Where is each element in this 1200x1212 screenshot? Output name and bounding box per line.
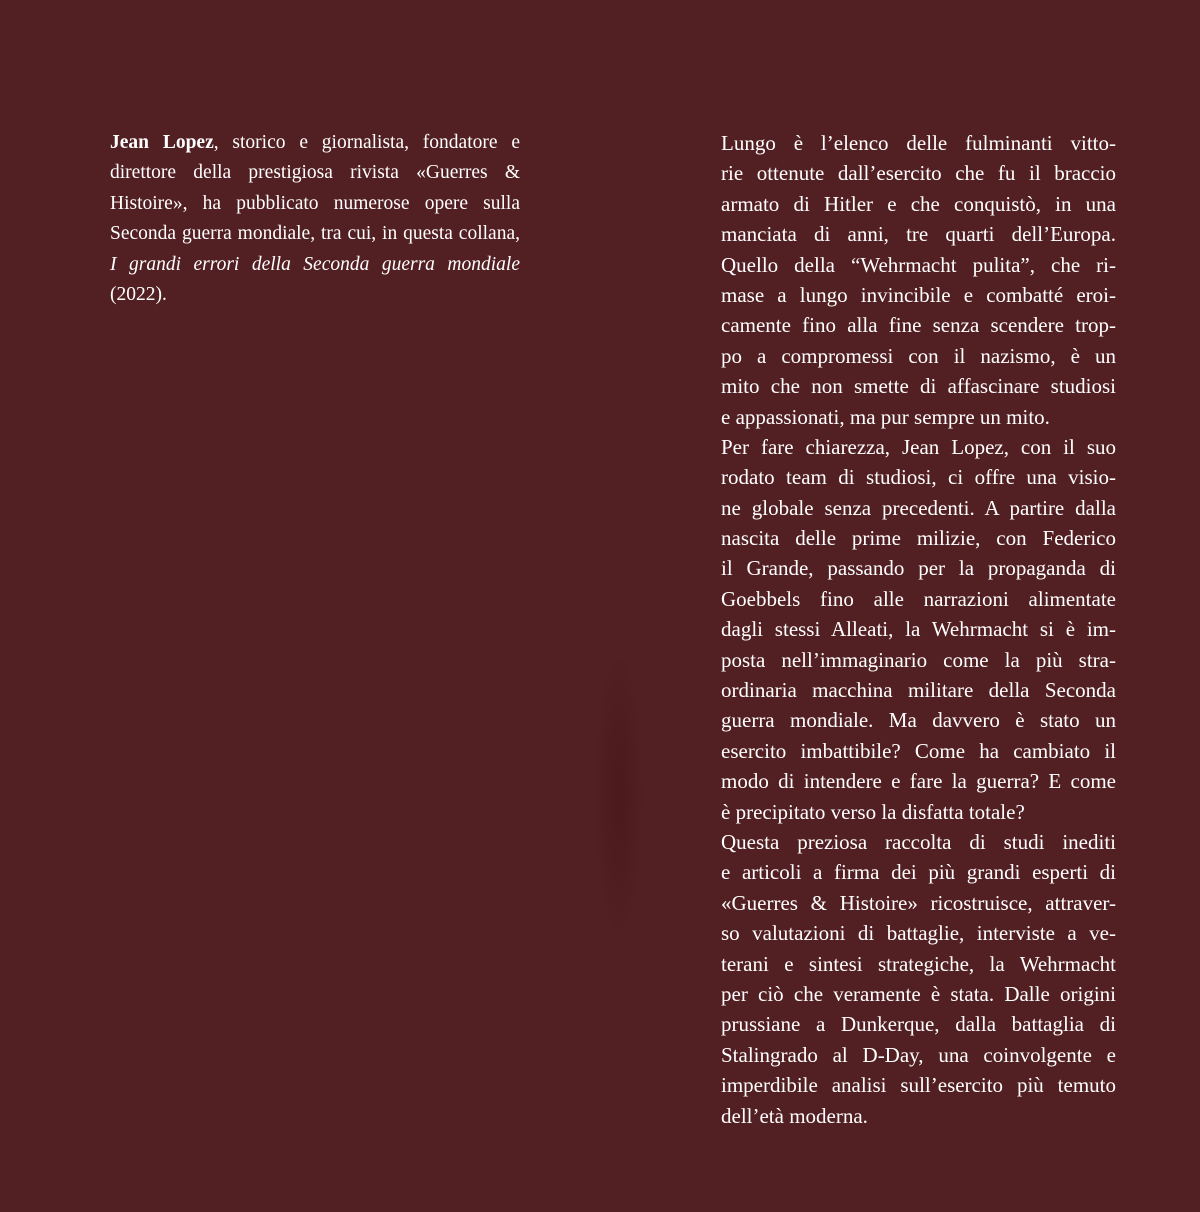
blurb-line: nascita delle prime milizie, con Federico — [721, 526, 1116, 551]
page-fold-shadow — [596, 660, 642, 930]
blurb-line: Goebbels fino alle narrazioni alimentate — [721, 586, 1116, 611]
blurb-line: prussiane a Dunkerque, dalla battaglia di — [721, 1012, 1116, 1037]
blurb-line: Lungo è l’elenco delle fulminanti vitto- — [721, 131, 1116, 155]
book-title: I grandi errori della Seconda guerra mondiale — [110, 253, 520, 275]
blurb-line: armato di Hitler e che conquistò, in una — [721, 191, 1116, 216]
blurb-line: terani e sintesi strategiche, la Wehrmacht — [721, 951, 1116, 976]
blurb-line: ordinaria macchina militare della Seconda — [721, 678, 1116, 703]
blurb-line: dagli stessi Alleati, la Wehrmacht si è im- — [721, 617, 1116, 642]
blurb-line: Quello della “Wehrmacht pulita”, che ri- — [721, 252, 1116, 277]
blurb-line: modo di intendere e fare la guerra? E come — [721, 769, 1116, 794]
book-blurb — [721, 128, 1116, 1131]
blurb-line: e appassionati, ma pur sempre un mito. — [721, 404, 1050, 429]
author-name: Jean Lopez — [110, 132, 214, 153]
blurb-line: il Grande, passando per la propaganda di — [721, 556, 1116, 581]
blurb-line: Stalingrado al D-Day, una coinvolgente e — [721, 1042, 1116, 1067]
blurb-line: per ciò che veramente è stata. Dalle origini — [721, 981, 1116, 1006]
blurb-line: rodato team di studiosi, ci offre una visio- — [721, 465, 1116, 490]
blurb-line: imperdibile analisi sull’esercito più temuto — [721, 1073, 1116, 1098]
blurb-line: po a compromessi con il nazismo, è un — [721, 343, 1116, 368]
blurb-line: è precipitato verso la disfatta totale? — [721, 799, 1025, 824]
blurb-line: manciata di anni, tre quarti dell’Europa. — [721, 222, 1116, 247]
blurb-line: dell’età moderna. — [721, 1103, 868, 1128]
author-bio-year: (2022). — [110, 284, 167, 306]
blurb-line: posta nell’immaginario come la più stra- — [721, 647, 1116, 672]
blurb-line: esercito imbattibile? Come ha cambiato il — [721, 738, 1116, 763]
blurb-line: e articoli a firma dei più grandi esperti di — [721, 860, 1116, 885]
author-bio — [110, 128, 520, 310]
blurb-line: Questa preziosa raccolta di studi inediti — [721, 829, 1116, 854]
blurb-line: guerra mondiale. Ma davvero è stato un — [721, 708, 1116, 733]
blurb-line: mito che non smette di affascinare studiosi — [721, 374, 1116, 399]
author-bio-text: , storico e giornalista, fondatore e direttore della prestigiosa rivista «Guerres & Histoire», ha pubblicato numerose opere sulla Seconda guerra mondiale, tra cui, in questa collana, — [110, 132, 520, 245]
blurb-line: camente fino alla fine senza scendere trop- — [721, 313, 1116, 338]
blurb-line: rie ottenute dall’esercito che fu il braccio — [721, 161, 1116, 186]
blurb-line: Per fare chiarezza, Jean Lopez, con il suo — [721, 434, 1116, 459]
blurb-line: «Guerres & Histoire» ricostruisce, attraver- — [721, 890, 1116, 915]
blurb-line: ne globale senza precedenti. A partire dalla — [721, 495, 1116, 520]
blurb-line: mase a lungo invincibile e combatté eroi- — [721, 282, 1116, 307]
blurb-line: so valutazioni di battaglie, interviste a ve- — [721, 921, 1116, 946]
